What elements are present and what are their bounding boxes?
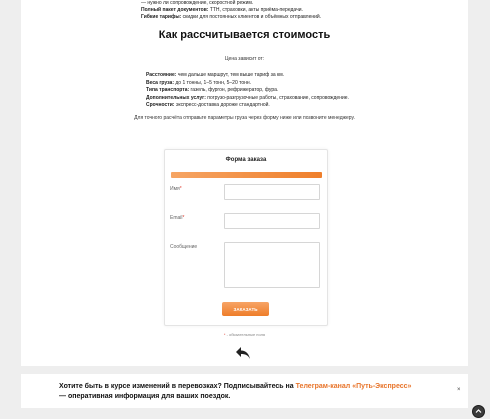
section-heading: Как рассчитывается стоимость bbox=[158, 29, 331, 41]
services-item: — нужно ли сопровождение, скоростной режим. bbox=[141, 0, 254, 6]
price-factors-list bbox=[146, 72, 349, 110]
factor-item: Веса груза: до 1 тонны, 1–5 тонн, 5–20 тонн. bbox=[146, 79, 252, 86]
message-label: Сообщение bbox=[170, 244, 198, 250]
factor-item: Расстояние: чем дальше маршрут, тем выше тариф за км. bbox=[146, 72, 285, 78]
form-accent-bar bbox=[171, 172, 322, 178]
telegram-banner bbox=[21, 374, 468, 408]
form-title: Форма заказа bbox=[225, 157, 267, 163]
required-mark: * bbox=[179, 186, 182, 192]
message-textarea[interactable] bbox=[224, 242, 320, 288]
required-fields-note: * - обязательные поля bbox=[223, 332, 266, 337]
name-label: Имя* bbox=[170, 186, 182, 192]
services-list bbox=[141, 0, 321, 21]
telegram-channel-link[interactable]: Телеграм-канал «Путь-Экспресс» bbox=[295, 383, 412, 390]
close-banner-icon[interactable]: × bbox=[457, 387, 461, 393]
factor-item: Дополнительных услуг: погрузо-разгрузочные работы, страхование, сопровождение. bbox=[146, 94, 349, 101]
scroll-to-top-button[interactable] bbox=[472, 405, 485, 418]
banner-text: Хотите быть в курсе изменений в перевозках? Подписывайтесь на Телеграм-канал «Путь-Экспресс» — оперативная информация для ваших поездок. bbox=[59, 383, 412, 400]
email-input[interactable] bbox=[224, 213, 320, 229]
order-form bbox=[164, 149, 328, 326]
submit-order-button[interactable]: ЗАКАЗАТЬ bbox=[222, 302, 269, 316]
factor-item: Срочности: экспресс-доставка дороже стандартной. bbox=[146, 102, 270, 108]
name-input[interactable] bbox=[224, 184, 320, 200]
back-arrow-icon[interactable] bbox=[235, 346, 251, 360]
required-mark: * bbox=[182, 215, 185, 221]
depends-on-text: Цена зависит от: bbox=[224, 56, 265, 62]
factor-item: Типа транспорта: газель, фургон, рефрижератор, фура. bbox=[146, 87, 279, 93]
services-item: Гибкие тарифы: скидки для постоянных клиентов и объёмных отправлений. bbox=[141, 14, 322, 20]
email-label: Email* bbox=[170, 215, 185, 221]
services-item: Полный пакет документов: ТТН, страховки, акты приёма-передачи. bbox=[141, 7, 303, 13]
main-content bbox=[21, 0, 468, 366]
calculation-note: Для точного расчёта отправьте параметры груза через форму ниже или позвоните менеджеру. bbox=[134, 115, 355, 121]
chevron-up-icon bbox=[475, 408, 482, 415]
